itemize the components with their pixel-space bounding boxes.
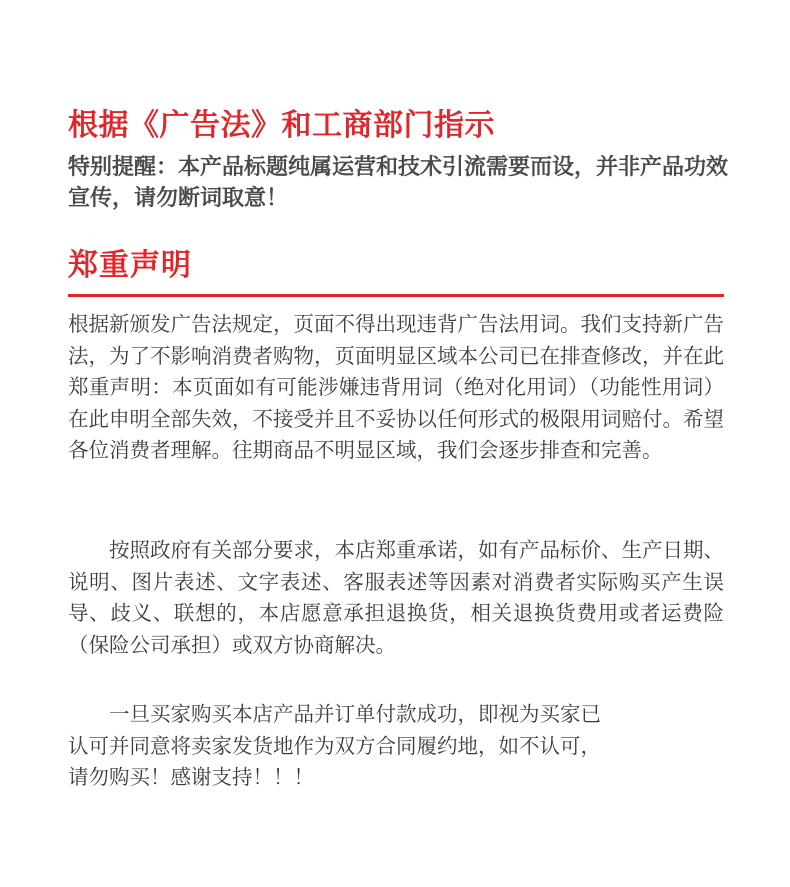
declaration-paragraph-2: 按照政府有关部分要求，本店郑重承诺，如有产品标价、生产日期、说明、图片表述、文字表述、客服表述等因素对消费者实际购买产生误导、歧义、联想的，本店愿意承担退换货，相关退换货费用或者运费险（保险公司承担）或双方协商解决。 [68, 538, 724, 657]
notice-body: 特别提醒：本产品标题纯属运营和技术引流需要而设，并非产品功效宣传，请勿断词取意！ [68, 155, 729, 211]
declaration-divider [68, 294, 724, 297]
notice-title: 根据《广告法》和工商部门指示 [68, 108, 495, 143]
declaration-title: 郑重声明 [68, 248, 192, 283]
declaration-paragraph-3 [68, 699, 724, 794]
declaration-paragraph-3-line-3: 请勿购买！感谢支持！！！ [68, 765, 314, 789]
declaration-paragraph-1: 根据新颁发广告法规定，页面不得出现违背广告法用词。我们支持新广告法，为了不影响消费者购物，页面明显区域本公司已在排查修改，并在此郑重声明：本页面如有可能涉嫌违背用词（绝对化用词）（功能性用词）在此申明全部失效，不接受并且不妥协以任何形式的极限用词赔付。希望各位消费者理解。往期商品不明显区域，我们会逐步排查和完善。 [68, 312, 724, 462]
solemn-declaration-header [68, 246, 724, 297]
declaration-paragraph-3-line-2: 认可并同意将卖家发货地作为双方合同履约地，如不认可， [68, 733, 601, 758]
declaration-paragraph-3-line-1: 一旦买家购买本店产品并订单付款成功，即视为买家已 [109, 702, 601, 726]
advertising-law-notice [68, 106, 728, 214]
